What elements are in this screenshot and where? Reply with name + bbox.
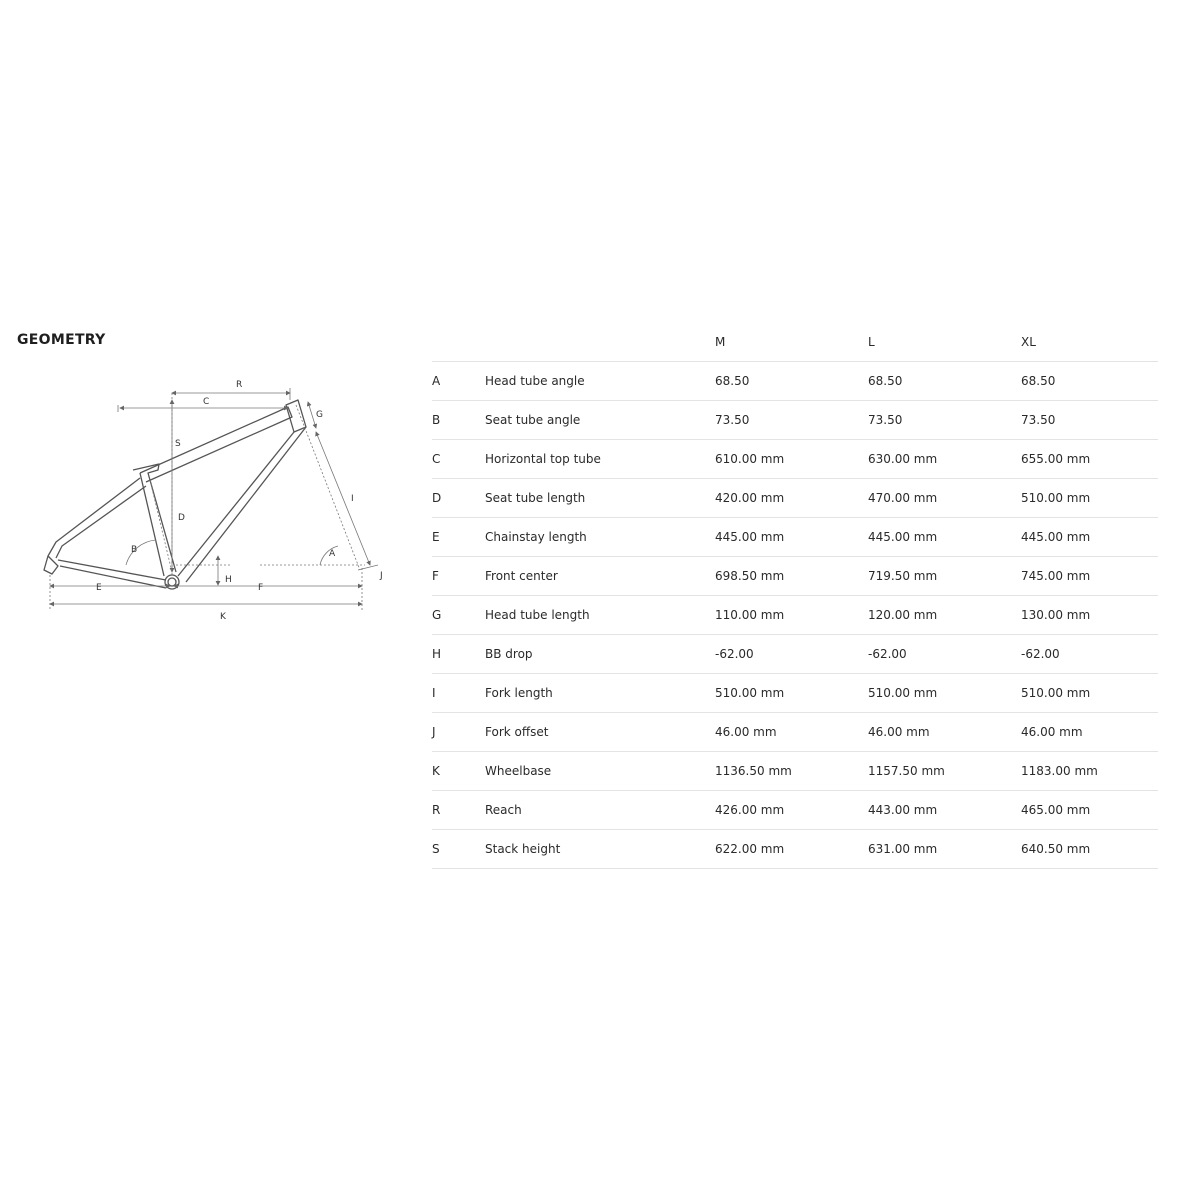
row-name: Chainstay length [485,518,715,557]
row-code: K [432,752,485,791]
row-value-xl: 510.00 mm [1021,674,1158,713]
row-value-m: 420.00 mm [715,479,868,518]
table-row [432,830,1158,869]
row-value-l: 470.00 mm [868,479,1021,518]
row-code: C [432,440,485,479]
header-size-xl: XL [1021,323,1158,362]
header-size-m: M [715,323,868,362]
label-D: D [178,513,185,523]
row-value-l: 630.00 mm [868,440,1021,479]
row-value-xl: 46.00 mm [1021,713,1158,752]
row-value-xl: 655.00 mm [1021,440,1158,479]
row-name: Fork offset [485,713,715,752]
geometry-table [432,323,1158,869]
header-name [485,323,715,362]
row-name: Stack height [485,830,715,869]
row-value-m: 510.00 mm [715,674,868,713]
row-name: Fork length [485,674,715,713]
row-value-l: 631.00 mm [868,830,1021,869]
table-row [432,596,1158,635]
row-value-l: 73.50 [868,401,1021,440]
row-value-m: 73.50 [715,401,868,440]
row-value-m: 610.00 mm [715,440,868,479]
table-row [432,440,1158,479]
row-name: Seat tube length [485,479,715,518]
label-G: G [316,410,323,420]
row-value-xl: 745.00 mm [1021,557,1158,596]
row-code: H [432,635,485,674]
label-K: K [220,612,226,622]
bike-frame [44,400,306,589]
row-name: Seat tube angle [485,401,715,440]
table-row [432,635,1158,674]
row-name: Head tube angle [485,362,715,401]
label-B: B [131,545,138,555]
table-row [432,557,1158,596]
row-value-m: -62.00 [715,635,868,674]
row-name: Horizontal top tube [485,440,715,479]
page-title: GEOMETRY [17,332,106,348]
row-value-xl: 510.00 mm [1021,479,1158,518]
row-code: A [432,362,485,401]
table-row [432,674,1158,713]
row-value-m: 46.00 mm [715,713,868,752]
label-E: E [96,583,102,593]
label-F: F [258,583,264,593]
table-row [432,752,1158,791]
label-H: H [225,575,232,585]
row-name: Head tube length [485,596,715,635]
row-name: Wheelbase [485,752,715,791]
label-A: A [329,549,336,559]
row-value-l: 1157.50 mm [868,752,1021,791]
row-value-m: 110.00 mm [715,596,868,635]
label-S: S [175,439,181,449]
row-code: R [432,791,485,830]
row-name: Front center [485,557,715,596]
row-code: D [432,479,485,518]
row-value-l: 120.00 mm [868,596,1021,635]
row-value-l: 46.00 mm [868,713,1021,752]
row-value-l: -62.00 [868,635,1021,674]
row-value-m: 1136.50 mm [715,752,868,791]
dimension-lines [50,388,378,610]
row-value-m: 426.00 mm [715,791,868,830]
row-value-xl: 640.50 mm [1021,830,1158,869]
row-value-m: 622.00 mm [715,830,868,869]
label-I: I [351,494,354,504]
header-code [432,323,485,362]
table-row [432,713,1158,752]
row-name: Reach [485,791,715,830]
row-value-m: 698.50 mm [715,557,868,596]
row-value-l: 719.50 mm [868,557,1021,596]
row-code: F [432,557,485,596]
row-code: I [432,674,485,713]
row-value-xl: 130.00 mm [1021,596,1158,635]
label-J: J [380,571,383,581]
row-value-xl: 73.50 [1021,401,1158,440]
row-name: BB drop [485,635,715,674]
row-value-m: 445.00 mm [715,518,868,557]
table-row [432,362,1158,401]
row-code: B [432,401,485,440]
row-code: S [432,830,485,869]
row-value-l: 443.00 mm [868,791,1021,830]
row-value-l: 68.50 [868,362,1021,401]
row-value-m: 68.50 [715,362,868,401]
row-value-xl: 68.50 [1021,362,1158,401]
row-code: J [432,713,485,752]
row-code: G [432,596,485,635]
label-R: R [236,380,243,390]
label-C: C [203,397,210,407]
row-value-l: 445.00 mm [868,518,1021,557]
table-row [432,401,1158,440]
table-row [432,479,1158,518]
row-value-l: 510.00 mm [868,674,1021,713]
table-row [432,791,1158,830]
row-value-xl: 465.00 mm [1021,791,1158,830]
row-value-xl: -62.00 [1021,635,1158,674]
frame-geometry-diagram [0,360,400,640]
row-code: E [432,518,485,557]
header-size-l: L [868,323,1021,362]
row-value-xl: 1183.00 mm [1021,752,1158,791]
table-header-row [432,323,1158,362]
row-value-xl: 445.00 mm [1021,518,1158,557]
table-row [432,518,1158,557]
